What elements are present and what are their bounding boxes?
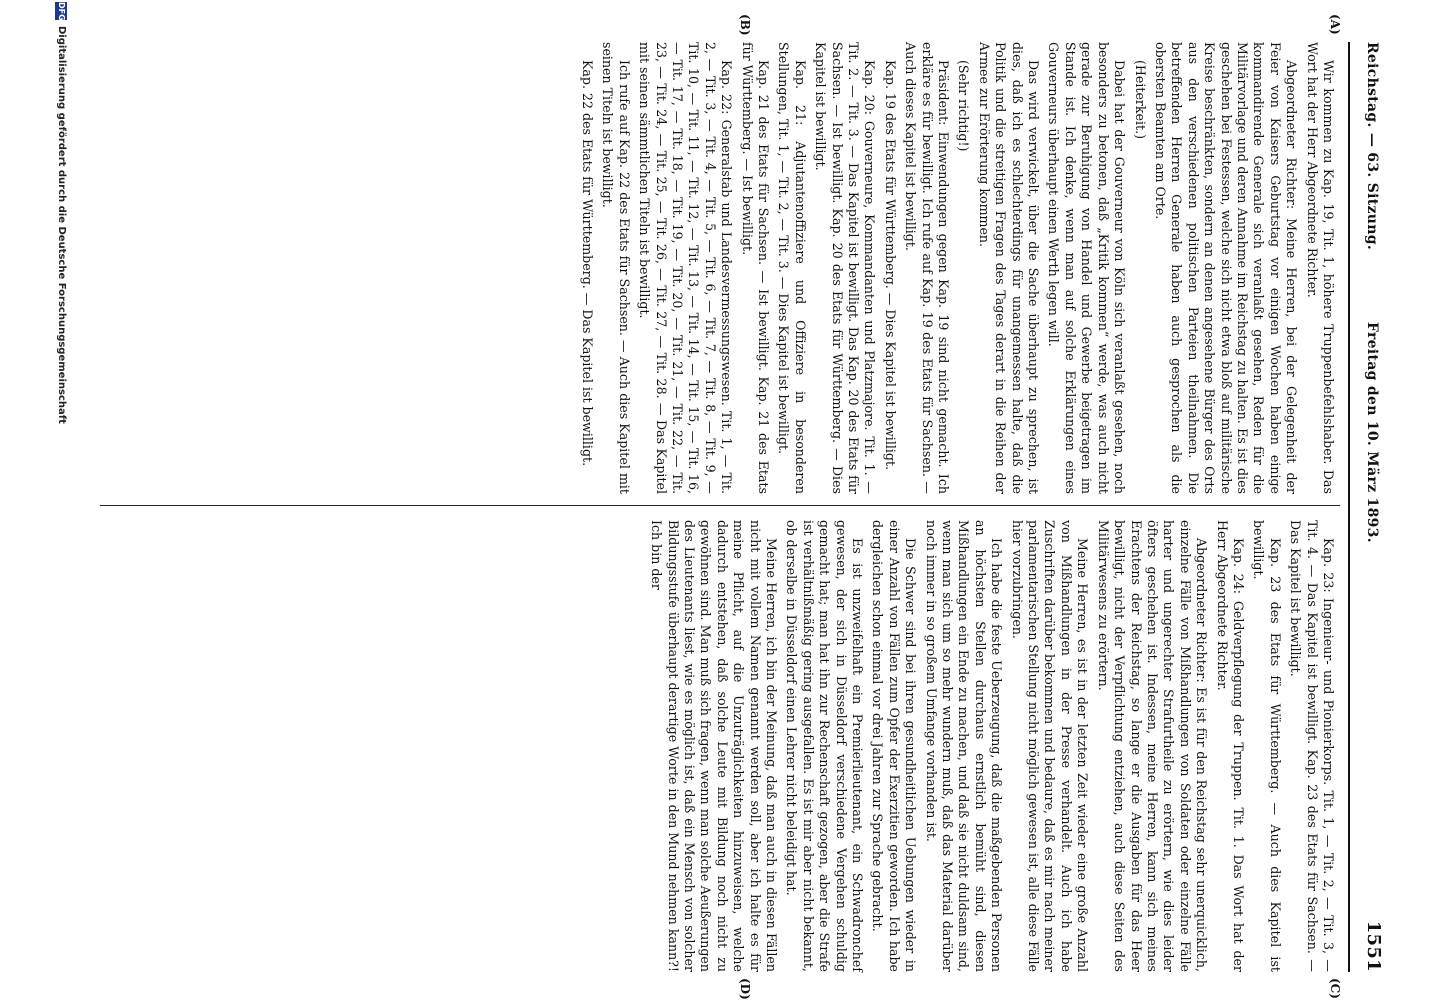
right-column (644, 520, 1336, 972)
paragraph: Kap. 22 des Etats für Württemberg. — Das Kapitel ist bewilligt. (579, 60, 595, 467)
margin-marker-b: (B) (738, 14, 752, 36)
paragraph: Kap. 22: Generalstab und Landesvermessungswesen. Tit. 1, — Tit. 2, — Tit. 3, — Tit. 4, — Tit. 5, — Tit. 6, — Tit. 7, — Tit. 8, — Tit. 9, — Tit. 10, — Tit. 11, — Tit. 12, — Tit. 13, — Tit. 14, — Tit. 15, — Tit. 16, — Tit. 17, — Tit. 18, — Tit. 19, — Tit. 20, — Tit. 21, — Tit. 22, — Tit. 23, — Tit. 24, — Tit. 25, — Tit. 26, — Tit. 27, — Tit. 28. — Das Kapitel mit seinen sämmtlichen Titeln ist bewilligt. (637, 42, 735, 494)
paragraph: (Sehr richtig!) (956, 60, 972, 152)
header-date: Freitag den 10. März 1893. (1364, 322, 1380, 543)
digitization-footer (53, 0, 67, 1000)
left-column (575, 42, 1336, 494)
paragraph: Dabei hat der Gouverneur von Köln sich veranlaßt gesehen, noch besonders zu betonen, daß „Kritik kommen“ werde, was auch nicht gerade zur Beruhigung von Handel und Gewerbe beigetragen im Stande ist. Ich denke, wenn man auf solche Erklärungen eines Gouverneurs überhaupt einen Werth legen will. (1046, 42, 1128, 494)
page-number: 1551 (1363, 920, 1384, 972)
paragraph: Kap. 23 des Etats für Württemberg. — Auch dies Kapitel ist bewilligt. (1251, 520, 1283, 972)
paragraph: Das wird verwickelt, über die Sache überhaupt zu sprechen, ist dies, daß ich es schlechterdings für unangemessen halte, daß die Politik und die streitigen Fragen des Tages derart in die Reihen der Armee zur Erörterung kommen. (976, 42, 1042, 494)
paragraph: Es ist unzweifelhaft ein Premierlieutenant, ein Schwadronchef gewesen, der sich in Düsseldorf verschiedene Vergehen schuldig gemacht hat; man hat ihn zur Rechenschaft gezogen, aber die Strafe ist verhältnißmäßig gering ausgefallen. Es ist mir aber nicht bekannt, ob derselbe in Düsseldorf einen Lehrer nicht beleidigt hat. (784, 520, 866, 972)
paragraph: Kap. 24: Geldverpflegung der Truppen. Tit. 1. Das Wort hat der Herr Abgeordnete Richter. (1214, 520, 1246, 972)
paragraph: Kap. 21: Adjutantenoffiziere und Offiziere in besonderen Stellungen, Tit. 1, — Tit. 2, — Tit. 3. — Dies Kapitel ist bewilligt. (776, 42, 808, 494)
footer-text: Digitalisierung gefördert durch die Deutsche Forschungsgemeinschaft (56, 26, 67, 424)
paragraph: (Heiterkeit.) (1132, 60, 1148, 139)
margin-marker-a: (A) (1328, 14, 1342, 35)
paragraph: Kap. 23: Ingenieur- und Pionierkorps. Tit. 1, — Tit. 2, — Tit. 3, — Tit. 4. — Das Kapitel ist bewilligt. Kap. 23 des Etats für Sachsen. — Das Kapitel ist bewilligt. (1288, 520, 1336, 972)
paragraph: Präsident: Einwendungen gegen Kap. 19 sind nicht gemacht. Ich erkläre es für bewilligt. Ich rufe auf Kap. 19 des Etats für Sachsen. — Auch dieses Kapitel ist bewilligt. (903, 42, 952, 494)
paragraph: Ich habe die feste Ueberzeugung, daß die maßgebenden Personen an höchsten Stellen durchaus ernstlich bemüht sind, diesen Mißhandlungen ein Ende zu machen, und daß sie nicht duldsam sind, wenn man sich um so mehr wundern muß, daß das Material darüber noch immer in so großem Umfange vorhanden ist. (923, 520, 1005, 972)
column-divider (100, 505, 1340, 506)
paragraph: Abgeordneter Richter: Es ist für den Reichstag sehr unerquicklich, einzelne Fälle von Mißhandlungen von Soldaten oder einzelne Fälle harter und ungerechter Strafurtheile zu erörtern, wie dies leider öfters geschehen ist. Indessen, meine Herren, kann sich meines Erachtens der Reichstag, so lange er die Ausgaben für das Heer bewilligt, nicht der Verpflichtung entziehen, auch diese Seiten des Militärwesens zu erörtern. (1095, 520, 1210, 972)
paragraph: Wir kommen zu Kap. 19, Tit. 1, höhere Truppenbefehlshaber. Das Wort hat der Herr Abgeordnete Richter. (1304, 42, 1336, 494)
paragraph: Abgeordneter Richter: Meine Herren, bei der Gelegenheit der Feier von Kaisers Geburtstag vor einigen Wochen haben einige kommandirende Generale sich veranlaßt gesehen, Reden für die Militärvorlage und deren Annahme im Reichstag zu halten. Es ist dies geschehen bei Festessen, welche sich nicht etwa bloß auf militärische Kreise beschränkten, sondern an denen angesehene Bürger des Orts aus den verschiedenen politischen Parteien theilnahmen. Die betreffenden Herren Generale haben auch gesprochen als die obersten Beamten am Orte. (1152, 42, 1300, 494)
paragraph: Meine Herren, es ist in der letzten Zeit wieder eine große Anzahl von Mißhandlungen in der Presse verhandelt. Auch ich habe Zuschriften darüber bekommen und bedaure, daß es mir nach meiner parlamentarischen Stellung nicht möglich gewesen ist, alle diese Fälle hier vorzubringen. (1009, 520, 1091, 972)
header-session: Reichstag. — 63. Sitzung. (1364, 42, 1380, 250)
paragraph: Kap. 19 des Etats für Württemberg. — Dies Kapitel ist bewilligt. (882, 60, 898, 471)
paragraph: Die Schwer sind bei ihren gesundheitlichen Uebungen wieder in einer Anzahl von Fällen zum Opfer der Exerzitien geworden. Ich habe dergleichen schon einmal vor drei Jahren zur Sprache gebracht. (870, 520, 919, 972)
paragraph: Kap. 21 des Etats für Sachsen. — Ist bewilligt. Kap. 21 des Etats für Württemberg. — Ist bewilligt. (739, 42, 771, 494)
paragraph: Kap. 20: Gouverneure, Kommandanten und Platzmajore. Tit. 1. — Tit. 2. — Tit. 3. — Das Kapitel ist bewilligt. Das Kap. 20 des Etats für Sachsen. — Ist bewilligt. Kap. 20 des Etats für Württemberg. — Dies Kapitel ist bewilligt. (813, 42, 878, 494)
dfg-logo: DFG (57, 2, 66, 21)
margin-marker-c: (C) (1328, 978, 1342, 999)
margin-marker-d: (D) (738, 978, 752, 1000)
paragraph: Meine Herren, ich bin der Meinung, daß man auch in diesen Fällen nicht mit vollem Namen genannt werden soll, aber ich halte es für meine Pflicht, auf die Unzuträglichkeiten hinzuweisen, welche dadurch entstehen, daß solche Leute mit Bildung noch nicht zu gewöhnen sind. Man muß sich fragen, wenn man solche Aeußerungen des Lieutenants liest, wie es möglich ist, daß ein Mensch von solcher Bildungsstufe überhaupt derartige Worte in den Mund nehmen kann?! Ich bin der (649, 520, 779, 972)
page-header (1348, 42, 1386, 972)
paragraph: Ich rufe auf Kap. 22 des Etats für Sachsen. — Auch dies Kapitel mit seinen Titeln ist bewilligt. (600, 42, 632, 494)
